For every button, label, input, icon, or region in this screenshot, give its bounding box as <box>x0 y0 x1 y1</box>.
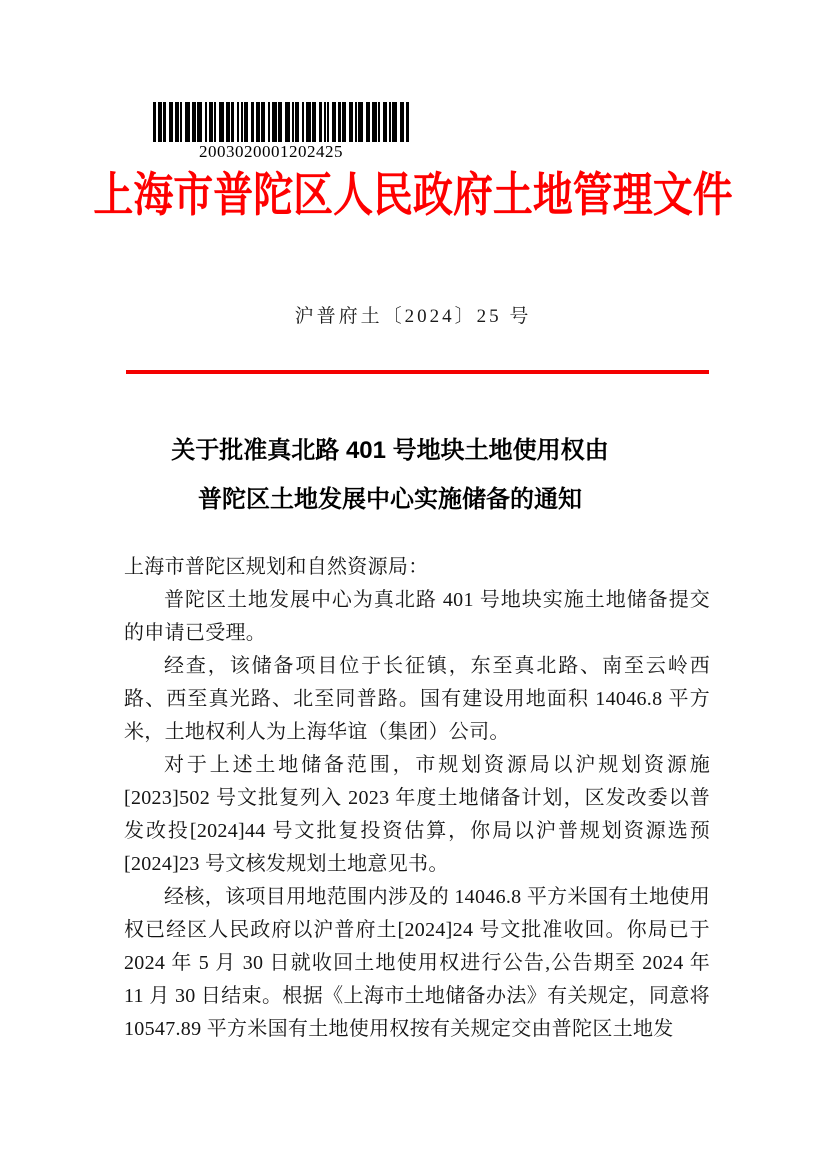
paragraph-1: 普陀区土地发展中心为真北路 401 号地块实施土地储备提交的申请已受理。 <box>124 589 710 644</box>
paragraph-3: 对于上述土地储备范围，市规划资源局以沪规划资源施[2023]502 号文批复列入 2023 年度土地储备计划，区发改委以普发改投[2024]44 号文批复投资估算，你局以沪普规划资源选预[2024]23 号文核发规划土地意见书。 <box>124 754 710 875</box>
masthead-title: 上海市普陀区人民政府土地管理文件 <box>93 170 733 222</box>
subject-title <box>97 426 683 524</box>
paragraph-4: 经核，该项目用地范围内涉及的 14046.8 平方米国有土地使用权已经区人民政府以沪普府土[2024]24 号文批准收回。你局已于 2024 年 5 月 30 日就收回土地使用权进行公告,公告期至 2024 年 11 月 30 日结束。根据《上海市土地储备办法》有关规定，同意将 10547.89 平方米国有土地使用权按有关规定交由普陀区土地发 <box>124 886 710 1040</box>
barcode <box>153 102 409 142</box>
subject-title-line1: 关于批准真北路 401 号地块土地使用权由 <box>171 437 609 464</box>
salutation: 上海市普陀区规划和自然资源局： <box>124 556 429 578</box>
barcode-number: 2003020001202425 <box>199 142 343 161</box>
reference-number: 沪普府土〔2024〕25 号 <box>294 306 532 327</box>
paragraph-2: 经查，该储备项目位于长征镇，东至真北路、南至云岭西路、西至真光路、北至同普路。国有建设用地面积 14046.8 平方米，土地权利人为上海华谊（集团）公司。 <box>124 655 710 743</box>
subject-title-line2: 普陀区土地发展中心实施储备的通知 <box>198 486 582 513</box>
document-body <box>124 551 710 1046</box>
red-divider-line <box>126 370 709 374</box>
